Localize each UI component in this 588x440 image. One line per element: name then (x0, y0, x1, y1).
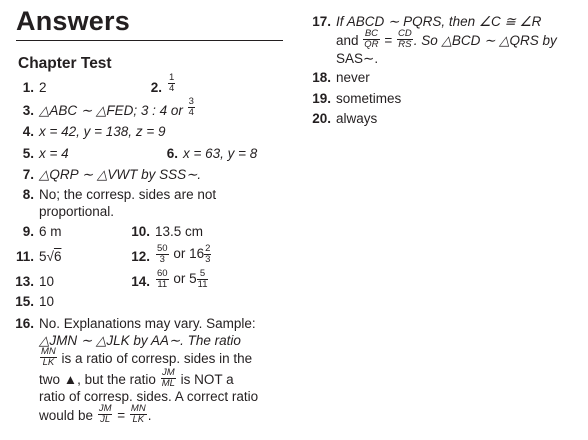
answer-text: sometimes (336, 91, 402, 106)
answer-number: 7. (22, 167, 34, 182)
answer-number: 18. (312, 70, 331, 85)
answer-number: 1. (22, 80, 34, 95)
answer-number: 3. (22, 103, 34, 118)
answer-number: 17. (312, 14, 331, 29)
radicand: 6 (53, 249, 62, 264)
answer-text: x = 63, y = 8 (183, 146, 258, 161)
fraction: $\frac{50}{3}$ (157, 243, 168, 265)
answer-text: △ABC ∼ △FED; 3 : 4 or (39, 103, 183, 118)
answer-number: 19. (312, 91, 331, 106)
answer-text: 10 (39, 294, 55, 309)
answer-text: never (336, 70, 370, 85)
fraction: $\frac{MN}{LK}$ (130, 402, 146, 425)
fraction: $\frac{MN}{LK}$ (41, 345, 56, 368)
answer-text: or 16 (173, 246, 205, 262)
answer-text-line: is NOT a (180, 372, 234, 387)
answer-number: 16. (15, 316, 34, 331)
answer-text: 6 m (39, 224, 62, 239)
answer-number: 11. (15, 249, 34, 264)
answer-text: or 5 (173, 271, 197, 287)
answer-text-line: would be (39, 408, 94, 423)
answer-text-line: △JMN ∼ △JLK by AA∼. The ratio (39, 333, 241, 348)
period: . (147, 408, 152, 423)
answer-text-line: and (336, 33, 359, 48)
answer-text-line: is a ratio of corresp. sides in the (61, 351, 253, 366)
fraction: $\frac{BC}{QR}$ (364, 27, 379, 50)
answer-number: 10. (131, 224, 150, 239)
fraction: $\frac{2}{3}$ (205, 243, 211, 265)
answer-text-line: SAS∼. (336, 51, 379, 66)
fraction: $\frac{CD}{RS}$ (397, 27, 412, 50)
radical-coefficient: 5 (39, 249, 47, 264)
answer-number: 20. (312, 111, 331, 126)
answer-number: 5. (22, 146, 34, 161)
equals-sign: = (117, 408, 126, 423)
section-heading: Chapter Test (18, 55, 112, 72)
answer-text-line: . So △BCD ∼ △QRS by (413, 33, 557, 48)
answer-text-line: If ABCD ∼ PQRS, then ∠C ≅ ∠R (336, 14, 542, 29)
answer-number: 13. (15, 274, 34, 289)
answer-text: 2 (39, 80, 47, 95)
answer-number: 14. (131, 274, 150, 289)
answer-text-line: ratio of corresp. sides. A correct ratio (39, 389, 259, 404)
answer-number: 2. (150, 80, 162, 95)
answer-text: x = 42, y = 138, z = 9 (39, 124, 166, 139)
answer-number: 4. (22, 124, 34, 139)
answer-number: 9. (22, 224, 34, 239)
answer-text: always (336, 111, 378, 126)
fraction: $\frac{3}{4}$ (188, 95, 194, 118)
answer-number: 12. (131, 249, 150, 264)
fraction: $\frac{5}{11}$ (197, 268, 208, 290)
fraction: $\frac{JM}{ML}$ (161, 366, 175, 389)
page-title: Answers (16, 6, 130, 36)
answer-number: 8. (22, 187, 34, 202)
answer-number: 6. (166, 146, 178, 161)
answer-text: 13.5 cm (155, 224, 204, 239)
answer-text-line: No; the corresp. sides are not (39, 187, 217, 202)
answer-text: △QRP ∼ △VWT by SSS∼. (39, 167, 202, 182)
fraction: $\frac{1}{4}$ (169, 72, 175, 94)
answer-text: x = 4 (39, 146, 69, 161)
answer-text-line: two ▲, but the ratio (39, 372, 156, 387)
answer-text: 10 (39, 274, 55, 289)
answer-number: 15. (15, 294, 34, 309)
answer-text-line: proportional. (39, 204, 115, 219)
answer-text-line: No. Explanations may vary. Sample: (39, 316, 256, 331)
title-rule (16, 40, 283, 41)
fraction: $\frac{60}{11}$ (157, 268, 168, 290)
fraction: $\frac{JM}{JL}$ (98, 402, 112, 425)
equals-sign: = (384, 33, 393, 48)
